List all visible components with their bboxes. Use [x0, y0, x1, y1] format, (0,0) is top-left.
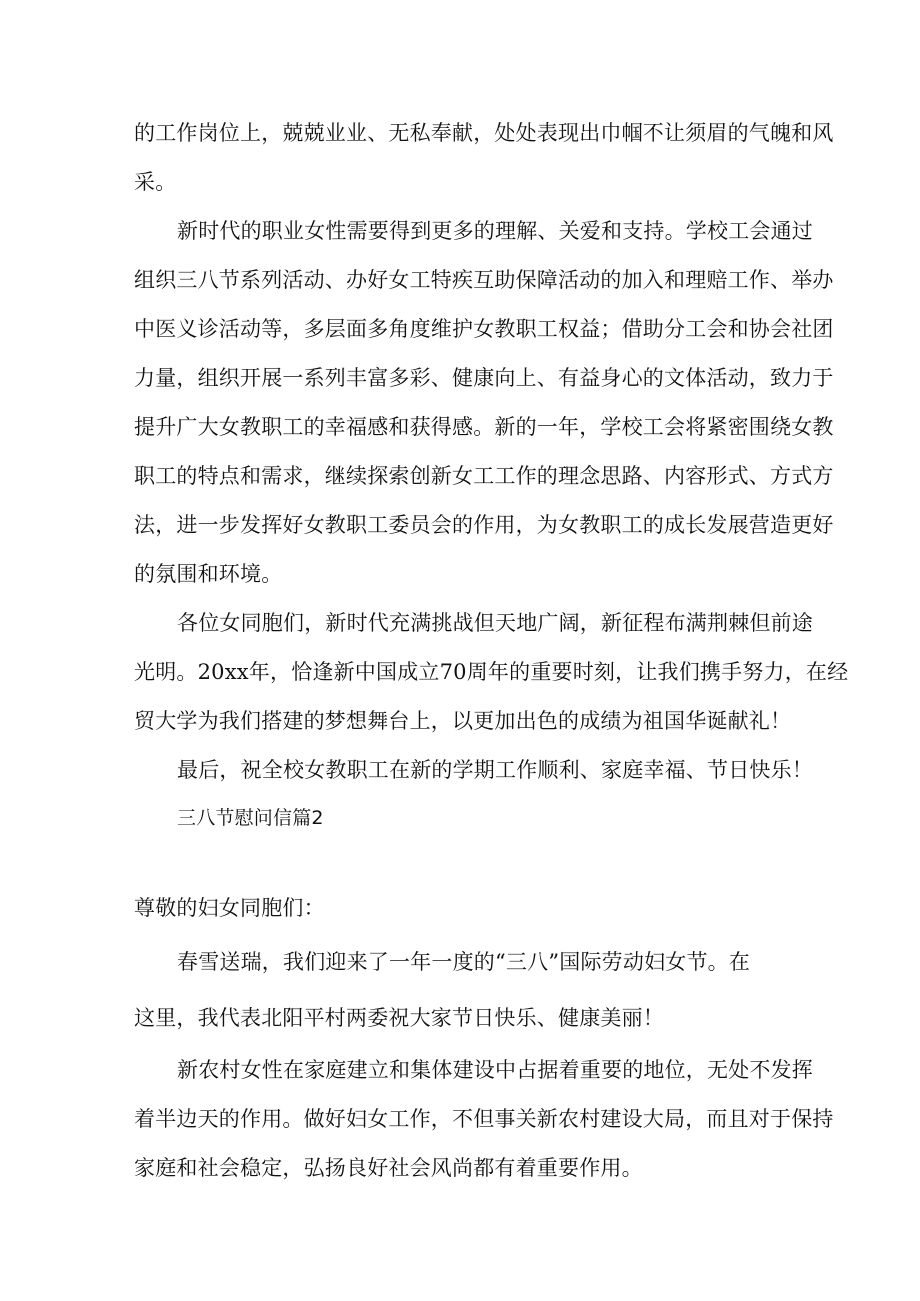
- text-line: 光明。20xx年，恰逢新中国成立70周年的重要时刻，让我们携手努力，在经: [134, 660, 849, 684]
- salutation: 尊敬的妇女同胞们：: [134, 896, 325, 920]
- text-line: 这里，我代表北阳平村两委祝大家节日快乐、健康美丽！: [134, 1006, 664, 1030]
- text-line: 职工的特点和需求，继续探索创新女工工作的理念思路、内容形式、方式方: [134, 464, 834, 488]
- text-line: 采。: [134, 170, 177, 194]
- text-line: 中医义诊活动等，多层面多角度维护女教职工权益；借助分工会和协会社团: [134, 317, 834, 341]
- text-line: 春雪送瑞，我们迎来了一年一度的“三八”国际劳动妇女节。在: [177, 950, 751, 974]
- text-line: 最后，祝全校女教职工在新的学期工作顺利、家庭幸福、节日快乐！: [177, 758, 813, 782]
- text-line: 的氛围和环境。: [134, 562, 283, 586]
- text-line: 家庭和社会稳定，弘扬良好社会风尚都有着重要作用。: [134, 1156, 643, 1180]
- section-heading: 三八节慰问信篇2: [177, 807, 324, 829]
- text-line: 的工作岗位上，兢兢业业、无私奉献，处处表现出巾帼不让须眉的气魄和风: [134, 121, 834, 145]
- text-line: 力量，组织开展一系列丰富多彩、健康向上、有益身心的文体活动，致力于: [134, 366, 834, 390]
- text-line: 法，进一步发挥好女教职工委员会的作用，为女教职工的成长发展营造更好: [134, 513, 834, 537]
- text-line: 新农村女性在家庭建立和集体建设中占据着重要的地位，无处不发挥: [177, 1058, 813, 1082]
- text-line: 各位女同胞们，新时代充满挑战但天地广阔，新征程布满荆棘但前途: [177, 611, 813, 635]
- text-line: 贸大学为我们搭建的梦想舞台上，以更加出色的成绩为祖国华诞献礼！: [134, 709, 792, 733]
- text-line: 提升广大女教职工的幸福感和获得感。新的一年，学校工会将紧密围绕女教: [134, 415, 834, 439]
- text-line: 着半边天的作用。做好妇女工作，不但事关新农村建设大局，而且对于保持: [134, 1107, 834, 1131]
- text-line: 新时代的职业女性需要得到更多的理解、关爱和支持。学校工会通过: [177, 219, 813, 243]
- text-line: 组织三八节系列活动、办好女工特疾互助保障活动的加入和理赔工作、举办: [134, 268, 834, 292]
